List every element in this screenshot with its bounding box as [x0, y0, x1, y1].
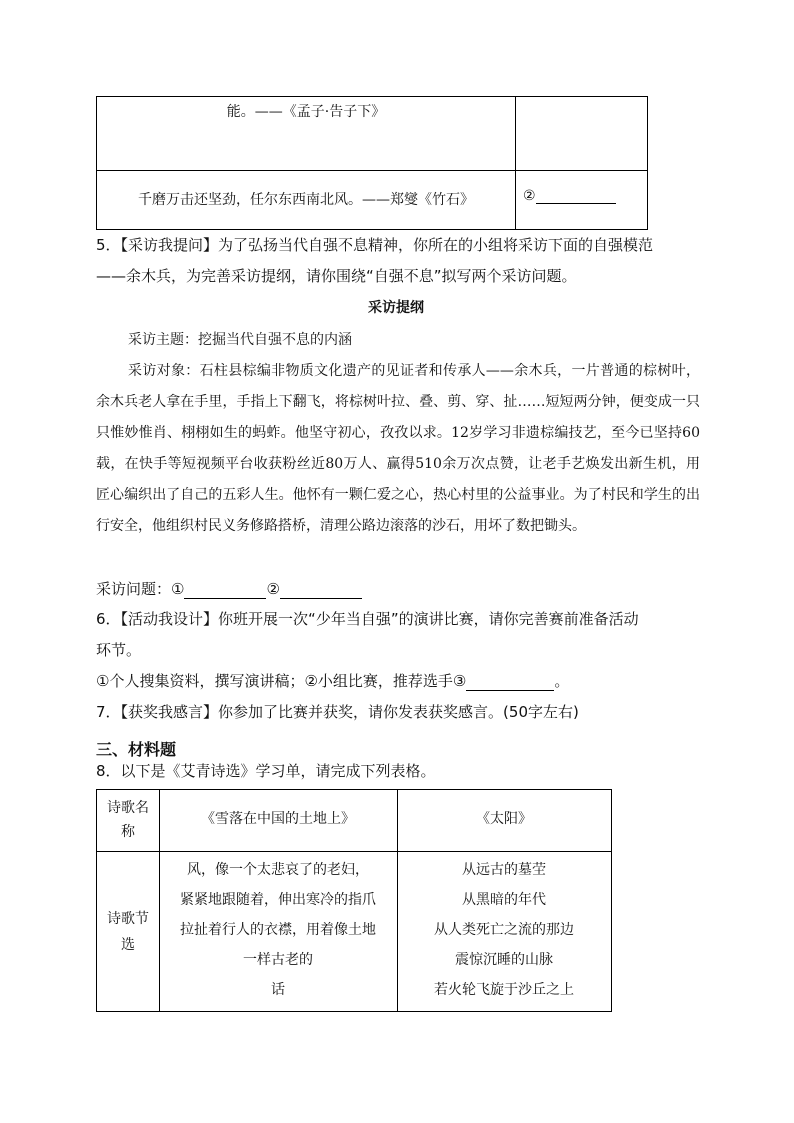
poem-line: 一样古老的 — [243, 952, 313, 968]
question-5-line1: 5．【采访我提问】为了弘扬当代自强不息精神，你所在的小组将采访下面的自强模范 — [96, 236, 654, 254]
q6-steps: ①个人搜集资料，撰写演讲稿；②小组比赛，推荐选手③ — [96, 672, 467, 690]
header-label-line: 诗歌名 — [107, 800, 149, 816]
answer-blank-3[interactable] — [466, 674, 554, 691]
poem1-excerpt — [159, 855, 397, 1005]
table-cell: 千磨万击还坚劲，任尔东西南北风。——郑燮《竹石》 — [138, 192, 474, 208]
blank-label: ② — [523, 188, 536, 204]
answer-blank-1[interactable] — [184, 582, 266, 599]
question-8: 8．以下是《艾青诗选》学习单，请完成下列表格。 — [96, 762, 436, 780]
poem-line: 从远古的墓茔 — [462, 862, 546, 878]
poem-line: 从黑暗的年代 — [462, 892, 546, 908]
poem-line: 风，像一个太悲哀了的老妇， — [187, 862, 369, 878]
poem1-title: 《雪落在中国的土地上》 — [201, 811, 355, 827]
poem-line: 话 — [271, 982, 285, 998]
section-heading: 三、材料题 — [96, 740, 177, 759]
interview-topic: 采访主题：挖掘当代自强不息的内涵 — [128, 332, 352, 348]
top-table — [96, 96, 648, 230]
blank-underline — [536, 187, 616, 204]
answer-blank-2[interactable] — [280, 582, 362, 599]
excerpt-label-line: 选 — [121, 937, 135, 953]
header-label-line: 称 — [121, 824, 135, 840]
question-6-line3 — [96, 670, 569, 691]
excerpt-label-line: 诗歌节 — [107, 911, 149, 927]
poem-table — [96, 789, 612, 1012]
q6-period: 。 — [554, 672, 570, 690]
outline-title: 采访提纲 — [368, 300, 424, 316]
blank-label: ① — [171, 580, 185, 598]
poem-line: 震惊沉睡的山脉 — [455, 952, 553, 968]
interview-questions — [96, 578, 362, 599]
poem-line: 从人类死亡之流的那边 — [434, 922, 574, 938]
answer-blank-2[interactable] — [523, 187, 616, 204]
question-5-line2: ——余木兵，为完善采访提纲，请你围绕“自强不息”拟写两个采访问题。 — [96, 267, 577, 285]
question-6-line2: 环节。 — [96, 641, 142, 659]
poem2-excerpt — [397, 855, 611, 1005]
excerpt-label — [97, 906, 159, 958]
interview-object-paragraph: 采访对象：石柱县棕编非物质文化遗产的见证者和传承人——余木兵，一片普通的棕树叶，余木兵老人拿在手里，手指上下翻飞，将棕树叶拉、叠、剪、穿、扯……短短两分钟，便变成一只只惟妙惟肖、栩栩如生的蚂蚱。他坚守初心，孜孜以求。12岁学习非遗棕编技艺，至今已坚持60载，在快手等短视频平台收获粉丝近80万人、赢得510余万次点赞，让老手艺焕发出新生机，用匠心编织出了自己的五彩人生。他怀有一颗仁爱之心，热心村里的公益事业。为了村民和学生的出行安全，他组织村民义务修路搭桥，清理公路边滚落的沙石，用坏了数把锄头。 — [96, 363, 700, 534]
question-7: 7．【获奖我感言】你参加了比赛并获奖，请你发表获奖感言。(50字左右) — [96, 703, 579, 721]
questions-label: 采访问题： — [96, 580, 172, 598]
poem-line: 拉扯着行人的衣襟，用着像土地 — [180, 922, 376, 938]
poem2-title: 《太阳》 — [476, 811, 532, 827]
table-divider — [515, 97, 516, 229]
poem-line: 若火轮飞旋于沙丘之上 — [434, 982, 574, 998]
question-6-line1: 6．【活动我设计】你班开展一次“少年当自强”的演讲比赛，请你完善赛前准备活动 — [96, 610, 639, 628]
poem-line: 紧紧地跟随着，伸出寒冷的指爪 — [180, 892, 376, 908]
table-divider — [97, 170, 647, 171]
header-label — [97, 796, 159, 844]
table-cell: 能。——《孟子·告子下》 — [226, 104, 386, 120]
table-divider — [97, 851, 611, 852]
blank-label: ② — [266, 580, 280, 598]
